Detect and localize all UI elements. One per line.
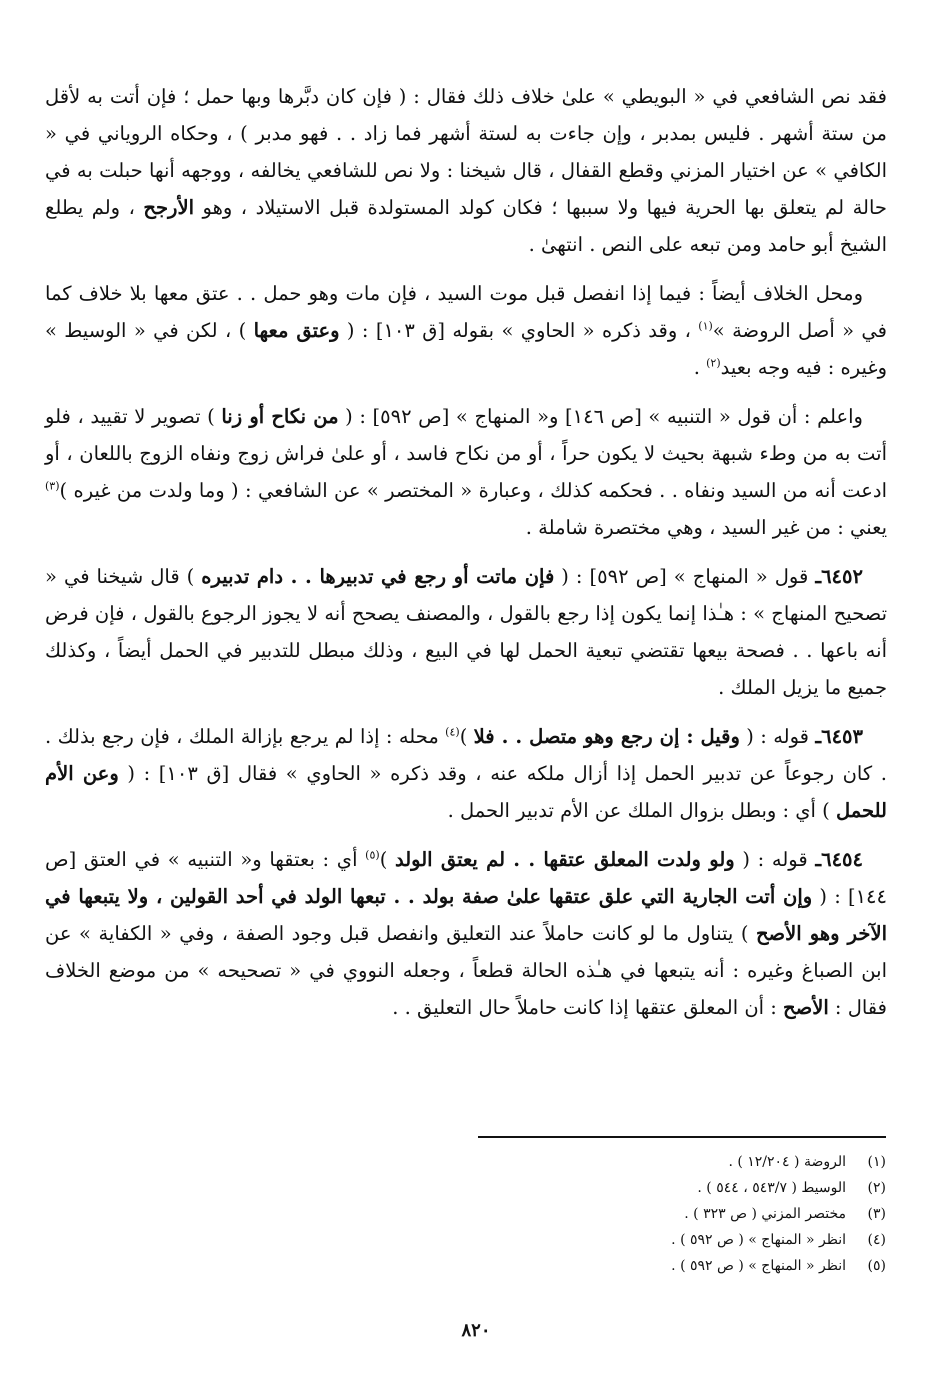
entry-number: ٦٤٥٣ـ — [815, 725, 863, 748]
footnote-ref[interactable]: (٤) — [445, 725, 460, 739]
text-run: ومحل الخلاف أيضاً : فيما إذا انفصل قبل موت السيد ، فإن مات وهو حمل . . عتق معها بلا خلاف كما في « أصل الروضة » — [45, 282, 887, 342]
text-run: محله : إذا لم يرجع بإزالة الملك ، فإن رجع بذلك . . كان رجوعاً عن تدبير الحمل إذا أزال ملكه عنه ، وقد ذكره « الحاوي » فقال [ق ١٠٣] : ( — [45, 725, 887, 785]
footnote-text: الروضة ( ١٢/٢٠٤ ) . — [728, 1154, 846, 1170]
text-run: واعلم : أن قول « التنبيه » [ص ١٤٦] و« المنهاج » [ص ٥٩٢] : ( — [338, 405, 863, 428]
bold-quote: فإن ماتت أو رجع في تدبيرها . . دام تدبيره — [201, 565, 555, 588]
footnote-number: (٢) — [867, 1180, 886, 1196]
text-run: قول « المنهاج » [ص ٥٩٢] : ( — [554, 565, 816, 588]
text-run: ) — [459, 725, 474, 748]
page-body — [45, 78, 887, 1026]
entry-6453 — [45, 718, 887, 829]
bold-quote: وإن أتت الجارية التي علق عتقها علىٰ صفة بولد . . تبعها الولد في أحد القولين ، ولا يتبعها في الآخر وهو الأصح — [45, 885, 887, 945]
text-run: ) — [379, 848, 395, 871]
footnote-number: (٥) — [867, 1258, 886, 1274]
footnote-number: (٣) — [867, 1206, 886, 1222]
page-number: ٨٢٠ — [461, 1320, 491, 1341]
footnotes — [420, 1149, 886, 1279]
text-run: ، ولم يطلع الشيخ أبو حامد ومن تبعه على النص . انتهىٰ . — [45, 196, 887, 256]
entry-6452 — [45, 558, 887, 706]
footnote-ref[interactable]: (٥) — [365, 848, 380, 862]
text-run: ، وقد ذكره « الحاوي » بقوله [ق ١٠٣] : ( — [339, 319, 699, 342]
bold-quote: وقيل : إن رجع وهو متصل . . فلا — [473, 725, 740, 748]
text-run: ) يتناول ما لو كانت حاملاً عند التعليق وانفصل قبل وجود الصفة ، وفي « الكفاية » عن ابن الصباغ وغيره : أنه يتبعها في هـٰذه الحالة قطعاً ، وجعله النووي في « تصحيحه » من موضع الخلاف فقال : — [45, 922, 887, 1019]
footnote-ref[interactable]: (١) — [698, 319, 713, 333]
entry-number: ٦٤٥٤ـ — [815, 848, 863, 871]
footnote-number: (٤) — [867, 1232, 886, 1248]
text-run: ) ، لكن في « الوسيط » وغيره : فيه وجه بعيد — [45, 319, 887, 379]
text-run: قوله : ( — [739, 725, 816, 748]
bold-term: الأرجح — [143, 196, 195, 219]
bold-term: الأصح — [783, 996, 829, 1019]
footnote-text: مختصر المزني ( ص ٣٢٣ ) . — [684, 1206, 846, 1222]
footnote-text: انظر « المنهاج » ( ص ٥٩٢ ) . — [671, 1232, 846, 1248]
footnote-number: (١) — [867, 1154, 886, 1170]
footnote-item — [420, 1149, 886, 1175]
footnote-ref[interactable]: (٢) — [706, 356, 721, 370]
text-run: : أن المعلق عتقها إذا كانت حاملاً حال التعليق . . — [392, 996, 784, 1019]
bold-quote: ولو ولدت المعلق عتقها . . لم يعتق الولد — [394, 848, 735, 871]
footnote-item — [420, 1253, 886, 1279]
text-run: يعني : من غير السيد ، وهي مختصرة شاملة . — [525, 516, 887, 539]
text-run: قوله : ( — [734, 848, 816, 871]
footnote-item — [420, 1175, 886, 1201]
footnote-ref[interactable]: (٣) — [45, 479, 60, 493]
footnote-text: الوسيط ( ٥٤٣/٧ ، ٥٤٤ ) . — [697, 1180, 846, 1196]
text-run: ) أي : وبطل بزوال الملك عن الأم تدبير الحمل . — [447, 799, 836, 822]
paragraph-1 — [45, 78, 887, 263]
footnote-divider — [478, 1136, 886, 1138]
paragraph-2 — [45, 275, 887, 386]
text-run: أي : بعتقها و« التنبيه » في العتق [ص ١٤٤] : ( — [45, 848, 887, 908]
entry-6454 — [45, 841, 887, 1026]
footnote-text: انظر « المنهاج » ( ص ٥٩٢ ) . — [671, 1258, 846, 1274]
paragraph-3 — [45, 398, 887, 546]
footnote-item — [420, 1227, 886, 1253]
text-run: فقد نص الشافعي في « البويطي » علىٰ خلاف ذلك فقال : ( فإن كان دبَّرها وبها حمل ؛ فإن أتت به لأقل من ستة أشهر . فليس بمدبر ، وإن جاءت به لستة أشهر فما زاد . . فهو مدبر ) ، وحكاه الروياني في « الكافي » عن اختيار المزني وقطع القفال ، قال شيخنا : ولا نص للشافعي يخالفه ، ووجهه أنها حبلت به في حالة لم يتعلق بها الحرية فيها ولا سببها ؛ فكان كولد المستولدة قبل الاستيلاد ، وهو — [45, 85, 887, 219]
text-run: . — [693, 356, 707, 379]
footnote-item — [420, 1201, 886, 1227]
bold-quote: وعتق معها — [253, 319, 340, 342]
entry-number: ٦٤٥٢ـ — [815, 565, 863, 588]
text-run: ) قال شيخنا في « تصحيح المنهاج » : هـٰذا إنما يكون إذا رجع بالقول ، والمصنف يصحح أنه لا يجوز الرجوع بالقول ، فإن فرض أنه باعها . . فصحة بيعها تقتضي تبعية الحمل لها في البيع ، وذلك مبطل للتدبير في الحمل أيضاً ، وكذلك جميع ما يزيل الملك . — [45, 565, 887, 699]
text-run: ) تصوير لا تقييد ، فلو أتت به من وطء شبهة بحيث لا يكون حراً ، أو من نكاح فاسد ، أو علىٰ فراش زوج ونفاه الزوج باللعان ، أو ادعت أنه من السيد ونفاه . . فحكمه كذلك ، وعبارة « المختصر » عن الشافعي : ( وما ولدت من غيره ) — [45, 405, 887, 502]
bold-quote: وعن الأم للحمل — [45, 762, 887, 822]
bold-quote: من نكاح أو زنا — [221, 405, 339, 428]
